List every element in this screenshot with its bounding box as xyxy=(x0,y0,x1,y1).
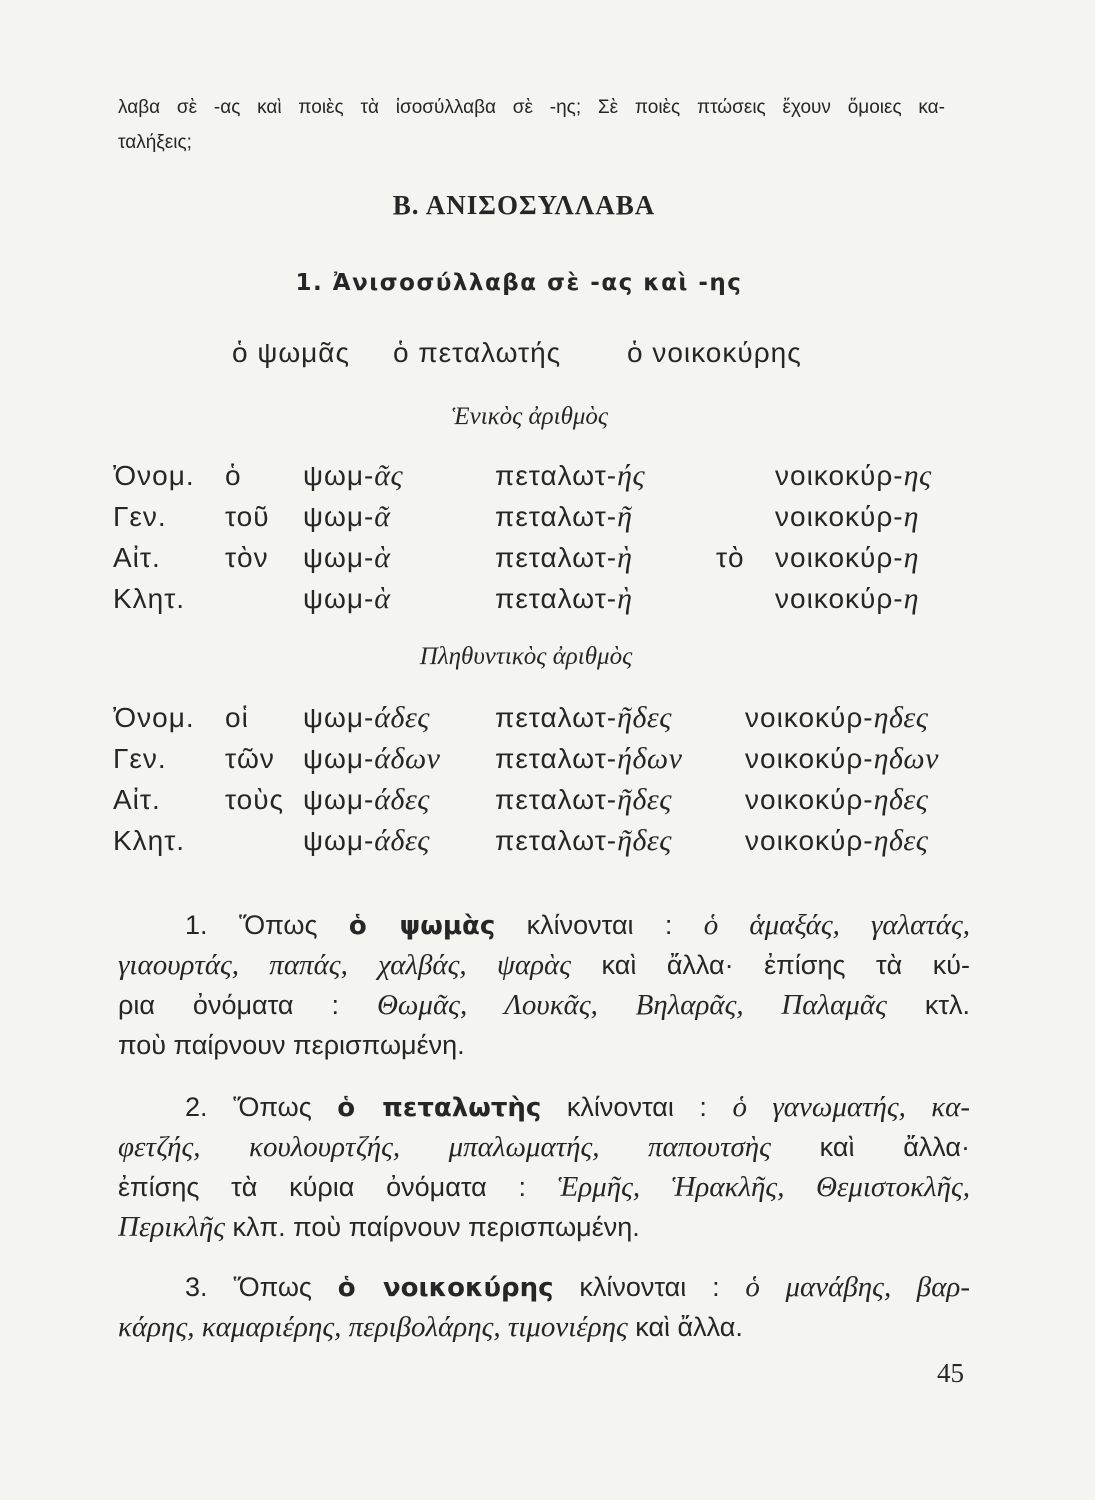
ending: άδες xyxy=(374,783,430,816)
singular-declension-table xyxy=(0,455,1095,619)
example-words: Θωμᾶς, Λουκᾶς, Βηλαρᾶς, Παλαμᾶς xyxy=(376,989,887,1021)
ending: ᾶς xyxy=(374,459,404,492)
ending: ὰ xyxy=(374,582,391,615)
paragraph-line xyxy=(118,1127,970,1167)
case-label: Αἰτ. xyxy=(113,784,161,815)
ending: ῆδες xyxy=(617,701,672,734)
stem: πεταλωτ- xyxy=(495,460,618,491)
ending: άδες xyxy=(374,824,430,857)
form-psomas xyxy=(303,820,430,861)
stem: πεταλωτ- xyxy=(495,501,618,532)
form-petalotis xyxy=(495,820,672,861)
article: οἱ xyxy=(225,702,249,733)
ending: ηδες xyxy=(873,701,929,734)
stem: νοικοκύρ- xyxy=(745,702,874,733)
text-segment: 2. Ὅπως xyxy=(185,1092,338,1122)
form-petalotis xyxy=(495,537,632,578)
ending: ηδες xyxy=(873,783,929,816)
headword-petalotis: ὁ πεταλωτής xyxy=(393,337,562,368)
paragraph-line xyxy=(118,945,970,985)
paragraph-line xyxy=(118,905,970,945)
stem: ψωμ- xyxy=(303,825,375,856)
form-noikokyris xyxy=(775,496,919,537)
stem: ψωμ- xyxy=(303,542,375,573)
paragraph-line xyxy=(118,985,970,1025)
form-noikokyris xyxy=(775,455,932,496)
case-label: Γεν. xyxy=(113,743,167,774)
case-label: Κλητ. xyxy=(113,825,186,856)
text-segment: κλπ. ποὺ παίρνουν περισπωμένη. xyxy=(224,1212,640,1242)
intro-line-1: λαβα σὲ -ας καὶ ποιὲς τὰ ἰσοσύλλαβα σὲ -ης; Σὲ ποιὲς πτώσεις ἔχουν ὅμοιες κα- xyxy=(118,97,945,118)
headword-bold: ὁ νοικοκύρης xyxy=(337,1273,554,1303)
stem: νοικοκύρ- xyxy=(775,460,904,491)
ending: ᾶ xyxy=(374,500,391,533)
example-words: ὁ ἁμαξάς, γαλατάς, xyxy=(703,909,970,941)
section-title: Β. ΑΝΙΣΟΣΥΛΛΑΒΑ xyxy=(392,190,656,220)
paragraph-line xyxy=(118,1307,970,1347)
stem: ψωμ- xyxy=(303,583,375,614)
form-psomas xyxy=(303,537,391,578)
case-label: Ὀνομ. xyxy=(113,702,195,733)
rule-paragraph-1 xyxy=(118,905,970,1065)
form-noikokyris xyxy=(775,537,919,578)
article-prefix: τὸ xyxy=(716,542,745,573)
ending: άδες xyxy=(374,701,430,734)
article: τὸν xyxy=(225,542,269,573)
form-psomas xyxy=(303,496,391,537)
case-row xyxy=(0,738,1095,779)
ending: ηδων xyxy=(873,742,939,775)
rule-paragraph-3 xyxy=(118,1267,970,1347)
example-words: ὁ γανωματής, κα- xyxy=(732,1091,970,1123)
stem: πεταλωτ- xyxy=(495,784,618,815)
stem: νοικοκύρ- xyxy=(775,583,904,614)
article: ὁ xyxy=(225,460,242,491)
stem: νοικοκύρ- xyxy=(745,784,874,815)
paragraph-line xyxy=(118,1167,970,1207)
stem: πεταλωτ- xyxy=(495,702,618,733)
stem: ψωμ- xyxy=(303,784,375,815)
headword-psomas: ὁ ψωμᾶς xyxy=(232,337,350,368)
text-segment: ἐπίσης τὰ κύρια ὀνόματα : xyxy=(118,1172,558,1202)
ending: άδων xyxy=(374,742,441,775)
ending: ὰ xyxy=(374,541,391,574)
form-noikokyris xyxy=(775,578,919,619)
stem: νοικοκύρ- xyxy=(775,542,904,573)
form-psomas xyxy=(303,738,440,779)
paragraph-line xyxy=(118,1207,970,1247)
paragraph-line xyxy=(118,1267,970,1307)
ending: ηδες xyxy=(873,824,929,857)
form-psomas xyxy=(303,697,430,738)
stem: ψωμ- xyxy=(303,743,375,774)
ending: ῆδες xyxy=(617,783,672,816)
example-words: γιαουρτάς, παπάς, χαλβάς, ψαρὰς xyxy=(118,949,572,981)
plural-label: Πληθυντικὸς ἀριθμὸς xyxy=(419,643,633,670)
paragraph-line xyxy=(118,1087,970,1127)
form-psomas xyxy=(303,779,430,820)
case-row xyxy=(0,820,1095,861)
form-petalotis xyxy=(495,578,632,619)
ending: ὴ xyxy=(617,582,633,615)
article: τοὺς xyxy=(225,784,285,815)
form-noikokyris xyxy=(745,697,928,738)
case-label: Ὀνομ. xyxy=(113,460,195,491)
text-segment: 1. Ὅπως xyxy=(185,910,349,940)
form-noikokyris xyxy=(745,779,928,820)
form-noikokyris xyxy=(745,738,939,779)
stem: νοικοκύρ- xyxy=(745,743,874,774)
stem: ψωμ- xyxy=(303,702,375,733)
subsection-title: 1. Ἀνισοσύλλαβα σὲ -ας καὶ -ης xyxy=(295,270,743,296)
case-row xyxy=(0,496,1095,537)
form-psomas xyxy=(303,578,391,619)
ending: ήδων xyxy=(617,742,683,775)
case-row xyxy=(0,537,1095,578)
ending: ῆδες xyxy=(617,824,672,857)
ending: ὴ xyxy=(617,541,633,574)
form-petalotis xyxy=(495,697,672,738)
text-segment: καὶ ἄλλα· xyxy=(770,1132,970,1162)
rule-paragraph-2 xyxy=(118,1087,970,1247)
stem: ψωμ- xyxy=(303,460,375,491)
stem: πεταλωτ- xyxy=(495,542,618,573)
form-petalotis xyxy=(495,496,632,537)
ending: η xyxy=(903,541,919,574)
text-segment: κλίνονται : xyxy=(495,910,704,940)
form-petalotis xyxy=(495,455,645,496)
example-words: ὁ μανάβης, βαρ- xyxy=(745,1271,970,1303)
headword-bold: ὁ πεταλωτὴς xyxy=(337,1093,542,1123)
paragraph-line xyxy=(118,1025,970,1065)
headword-bold: ὁ ψωμὰς xyxy=(348,911,496,941)
example-words: Περικλῆς xyxy=(118,1211,225,1243)
example-words: Ἑρμῆς, Ἡρακλῆς, Θεμιστοκλῆς, xyxy=(557,1171,970,1203)
text-segment: καὶ ἄλλα. xyxy=(627,1312,743,1342)
text-segment: κλίνονται : xyxy=(553,1272,746,1302)
example-words: κάρης, καμαριέρης, περιβολάρης, τιμονιέρης xyxy=(118,1311,628,1343)
example-words: φετζής, κουλουρτζής, μπαλωματής, παπουτσὴς xyxy=(118,1131,771,1163)
case-label: Αἰτ. xyxy=(113,542,161,573)
text-segment: ρια ὀνόματα : xyxy=(118,990,377,1020)
ending: ής xyxy=(617,459,646,492)
page-number: 45 xyxy=(937,1358,964,1388)
form-psomas xyxy=(303,455,403,496)
form-noikokyris xyxy=(745,820,928,861)
stem: πεταλωτ- xyxy=(495,825,618,856)
ending: ης xyxy=(903,459,932,492)
article: τῶν xyxy=(225,743,275,774)
text-segment: καὶ ἄλλα· ἐπίσης τὰ κύ- xyxy=(571,950,970,980)
text-segment: κλίνονται : xyxy=(541,1092,733,1122)
form-petalotis xyxy=(495,779,672,820)
ending: ῆ xyxy=(617,500,633,533)
case-label: Κλητ. xyxy=(113,583,186,614)
stem: ψωμ- xyxy=(303,501,375,532)
ending: η xyxy=(903,582,919,615)
stem: νοικοκύρ- xyxy=(745,825,874,856)
article: τοῦ xyxy=(225,501,270,532)
intro-line-2: ταλήξεις; xyxy=(118,132,192,153)
case-row xyxy=(0,697,1095,738)
headword-noikokyris: ὁ νοικοκύρης xyxy=(627,337,802,368)
stem: πεταλωτ- xyxy=(495,743,618,774)
stem: πεταλωτ- xyxy=(495,583,618,614)
text-segment: κτλ. xyxy=(886,990,970,1020)
case-row xyxy=(0,779,1095,820)
stem: νοικοκύρ- xyxy=(775,501,904,532)
form-petalotis xyxy=(495,738,682,779)
plural-declension-table xyxy=(0,697,1095,861)
case-row xyxy=(0,578,1095,619)
case-label: Γεν. xyxy=(113,501,167,532)
singular-label: Ἑνικὸς ἀριθμὸς xyxy=(451,403,609,430)
text-segment: 3. Ὅπως xyxy=(185,1272,338,1302)
text-segment: ποὺ παίρνουν περισπωμένη. xyxy=(118,1030,465,1060)
case-row xyxy=(0,455,1095,496)
ending: η xyxy=(903,500,919,533)
